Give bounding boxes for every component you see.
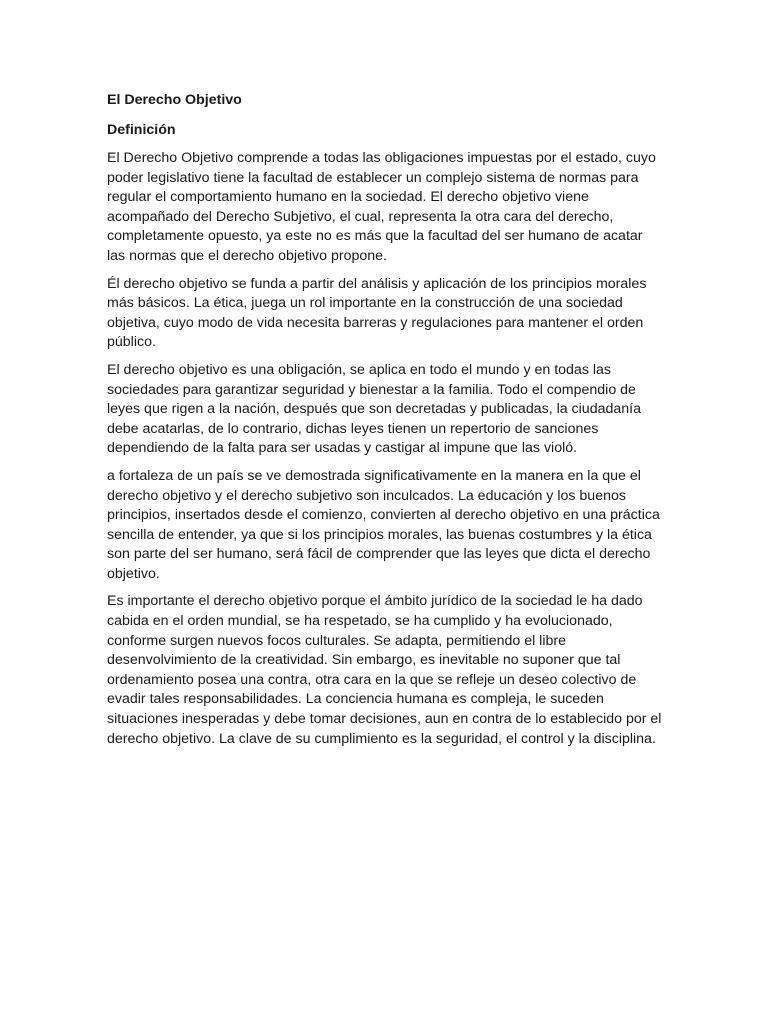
paragraph-4: a fortaleza de un país se ve demostrada significativamente en la manera en la que el derecho objetivo y el derecho subjetivo son inculcados. La educación y los buenos principios, insertados desde el comienzo, convierten al derecho objetivo en una práctica sencilla de entender, ya que si los principios morales, las buenas costumbres y la ética son parte del ser humano, será fácil de comprender que las leyes que dicta el derecho objetivo.: [107, 467, 660, 582]
paragraph-1: El Derecho Objetivo comprende a todas las obligaciones impuestas por el estado, cuyo poder legislativo tiene la facultad de establecer un complejo sistema de normas para regular el comportamiento humano en la sociedad. El derecho objetivo viene acompañado del Derecho Subjetivo, el cual, representa la otra cara del derecho, completamente opuesto, ya este no es más que la facultad del ser humano de acatar las normas que el derecho objetivo propone.: [107, 150, 656, 264]
paragraph-2: Él derecho objetivo se funda a partir del análisis y aplicación de los principios morales más básicos. La ética, juega un rol importante en la construcción de una sociedad objetiva, cuyo modo de vida necesita barreras y regulaciones para mantener el orden público.: [107, 275, 647, 351]
paragraph-3: El derecho objetivo es una obligación, se aplica en todo el mundo y en todas las sociedades para garantizar seguridad y bienestar a la familia. Todo el compendio de leyes que rigen a la nación, después que son decretadas y publicadas, la ciudadanía debe acatarlas, de lo contrario, dichas leyes tienen un repertorio de sanciones dependiendo de la falta para ser usadas y castigar al impune que las violó.: [107, 361, 641, 457]
paragraph-5: Es importante el derecho objetivo porque el ámbito jurídico de la sociedad le ha dado cabida en el orden mundial, se ha respetado, se ha cumplido y ha evolucionado, conforme surgen nuevos focos culturales. Se adapta, permitiendo el libre desenvolvimiento de la creatividad. Sin embargo, es inevitable no suponer que tal ordenamiento posea una contra, otra cara en la que se refleje un deseo colectivo de evadir tales responsabilidades. La conciencia humana es compleja, le suceden situaciones inesperadas y debe tomar decisiones, aun en contra de lo establecido por el derecho objetivo. La clave de su cumplimiento es la seguridad, el control y la disciplina.: [107, 593, 662, 747]
document-body: [107, 90, 663, 757]
section-heading-definicion: Definición: [107, 122, 176, 138]
document-title: El Derecho Objetivo: [107, 92, 242, 108]
